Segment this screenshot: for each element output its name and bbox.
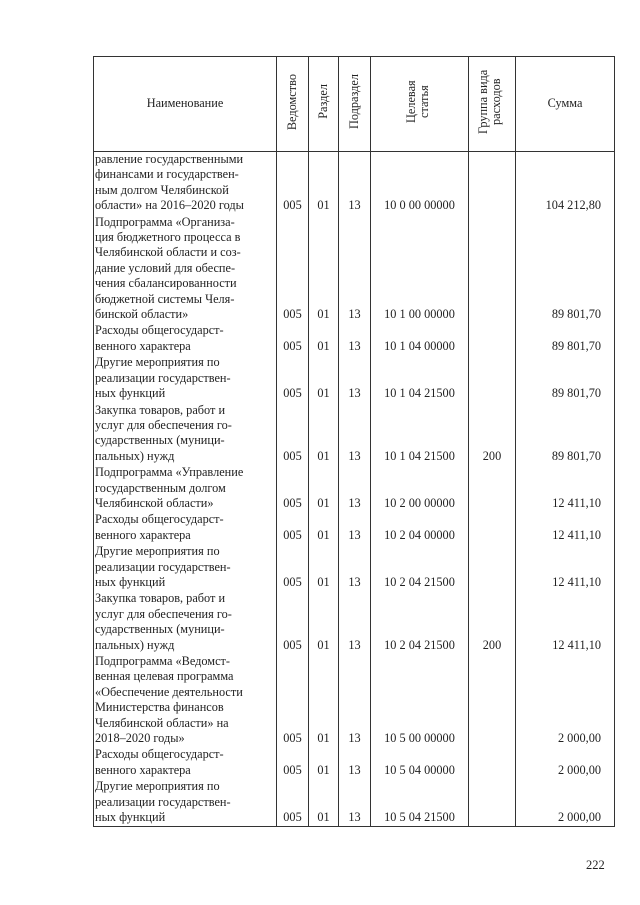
row-name-line: бюджетной системы Челя- <box>95 291 235 306</box>
row-target: 10 1 00 00000 <box>371 215 469 324</box>
row-name-line: Подпрограмма «Организа- <box>95 214 235 229</box>
row-name-line: Челябинской области» <box>95 495 214 510</box>
row-section: 01 <box>309 591 339 654</box>
row-sum: 12 411,10 <box>516 544 615 591</box>
row-sum: 2 000,00 <box>516 779 615 827</box>
row-name-line: ным долгом Челябинской <box>95 182 229 197</box>
row-name-line: области» на 2016–2020 годы <box>95 198 244 213</box>
row-name-line: Закупка товаров, работ и <box>95 402 226 417</box>
table-row <box>94 591 615 654</box>
table-body <box>94 152 615 827</box>
row-dept: 005 <box>277 465 309 512</box>
table-row <box>94 152 615 215</box>
row-name <box>94 152 277 215</box>
row-section: 01 <box>309 779 339 827</box>
row-subsection: 13 <box>339 355 371 402</box>
row-sum: 2 000,00 <box>516 654 615 747</box>
table-row <box>94 512 615 544</box>
row-target: 10 0 00 00000 <box>371 152 469 215</box>
row-name-line: реализации государствен- <box>95 794 231 809</box>
row-target: 10 2 04 00000 <box>371 512 469 544</box>
row-section: 01 <box>309 512 339 544</box>
row-name-line: 2018–2020 годы» <box>95 731 185 746</box>
row-section: 01 <box>309 355 339 402</box>
row-subsection: 13 <box>339 152 371 215</box>
row-section: 01 <box>309 215 339 324</box>
row-name <box>94 215 277 324</box>
row-sum: 89 801,70 <box>516 215 615 324</box>
row-section: 01 <box>309 544 339 591</box>
row-dept: 005 <box>277 323 309 355</box>
row-dept: 005 <box>277 355 309 402</box>
row-name-line: сударственных (муници- <box>95 433 225 448</box>
row-name-line: Челябинской области» на <box>95 715 229 730</box>
row-name-line: Расходы общегосударст- <box>95 323 224 338</box>
row-section: 01 <box>309 152 339 215</box>
table-row <box>94 779 615 827</box>
row-name-line: Расходы общегосударст- <box>95 512 224 527</box>
page-number: 222 <box>586 858 605 872</box>
header-name: Наименование <box>94 57 277 152</box>
row-target: 10 5 04 21500 <box>371 779 469 827</box>
row-section: 01 <box>309 403 339 466</box>
row-name-line: ных функций <box>95 810 166 825</box>
row-name-line: пальных) нужд <box>95 448 175 463</box>
row-subsection: 13 <box>339 544 371 591</box>
row-subsection: 13 <box>339 465 371 512</box>
row-sum: 12 411,10 <box>516 465 615 512</box>
row-name-line: венного характера <box>95 762 191 777</box>
row-name-line: Подпрограмма «Управление <box>95 465 244 480</box>
row-name <box>94 465 277 512</box>
row-subsection: 13 <box>339 215 371 324</box>
row-name <box>94 355 277 402</box>
row-name-line: сударственных (муници- <box>95 622 225 637</box>
row-group <box>469 747 516 779</box>
row-group <box>469 152 516 215</box>
row-subsection: 13 <box>339 779 371 827</box>
row-name-line: чения сбалансированности <box>95 276 237 291</box>
row-name <box>94 403 277 466</box>
row-name-line: равление государственными <box>95 152 244 166</box>
row-subsection: 13 <box>339 591 371 654</box>
row-name-line: дание условий для обеспе- <box>95 260 236 275</box>
row-sum: 104 212,80 <box>516 152 615 215</box>
row-sum: 89 801,70 <box>516 403 615 466</box>
row-subsection: 13 <box>339 512 371 544</box>
row-name-line: государственным долгом <box>95 480 226 495</box>
row-sum: 12 411,10 <box>516 512 615 544</box>
row-subsection: 13 <box>339 654 371 747</box>
row-target: 10 1 04 21500 <box>371 403 469 466</box>
row-name-line: Подпрограмма «Ведомст- <box>95 654 230 668</box>
row-name-line: Министерства финансов <box>95 700 224 715</box>
row-name <box>94 654 277 747</box>
row-group <box>469 215 516 324</box>
header-dept: Ведомство <box>277 57 309 152</box>
row-group <box>469 355 516 402</box>
row-group <box>469 323 516 355</box>
row-group: 200 <box>469 403 516 466</box>
row-dept: 005 <box>277 544 309 591</box>
row-section: 01 <box>309 323 339 355</box>
row-target: 10 5 00 00000 <box>371 654 469 747</box>
row-dept: 005 <box>277 403 309 466</box>
row-name <box>94 512 277 544</box>
row-target: 10 5 04 00000 <box>371 747 469 779</box>
row-name-line: услуг для обеспечения го- <box>95 417 232 432</box>
row-target: 10 2 00 00000 <box>371 465 469 512</box>
row-target: 10 2 04 21500 <box>371 544 469 591</box>
row-dept: 005 <box>277 215 309 324</box>
row-name-line: финансами и государствен- <box>95 167 239 182</box>
row-name-line: Расходы общегосударст- <box>95 747 224 762</box>
row-subsection: 13 <box>339 747 371 779</box>
row-name-line: венного характера <box>95 527 191 542</box>
row-dept: 005 <box>277 591 309 654</box>
row-target: 10 1 04 21500 <box>371 355 469 402</box>
row-name <box>94 779 277 827</box>
row-sum: 2 000,00 <box>516 747 615 779</box>
header-sum: Сумма <box>516 57 615 152</box>
row-group <box>469 544 516 591</box>
table-row <box>94 323 615 355</box>
row-name-line: Челябинской области и соз- <box>95 245 241 260</box>
table-header <box>94 57 615 152</box>
row-dept: 005 <box>277 152 309 215</box>
row-group <box>469 465 516 512</box>
row-name <box>94 591 277 654</box>
header-target: Целевая статья <box>371 57 469 152</box>
row-section: 01 <box>309 747 339 779</box>
row-target: 10 2 04 21500 <box>371 591 469 654</box>
row-subsection: 13 <box>339 403 371 466</box>
table-row <box>94 403 615 466</box>
row-sum: 89 801,70 <box>516 323 615 355</box>
row-dept: 005 <box>277 747 309 779</box>
budget-table <box>93 56 615 827</box>
header-section: Раздел <box>309 57 339 152</box>
row-name-line: реализации государствен- <box>95 559 231 574</box>
row-section: 01 <box>309 465 339 512</box>
row-name-line: Другие мероприятия по <box>95 544 220 559</box>
row-name <box>94 323 277 355</box>
row-group <box>469 779 516 827</box>
row-dept: 005 <box>277 779 309 827</box>
row-name-line: Другие мероприятия по <box>95 779 220 794</box>
row-name-line: венного характера <box>95 338 191 353</box>
header-group: Группа вида расходов <box>469 57 516 152</box>
table-row <box>94 215 615 324</box>
row-name-line: реализации государствен- <box>95 370 231 385</box>
row-group <box>469 512 516 544</box>
row-name <box>94 747 277 779</box>
row-name-line: Закупка товаров, работ и <box>95 591 226 606</box>
row-name-line: ных функций <box>95 386 166 401</box>
row-name-line: бинской области» <box>95 307 189 322</box>
row-sum: 12 411,10 <box>516 591 615 654</box>
row-name-line: пальных) нужд <box>95 637 175 652</box>
row-dept: 005 <box>277 512 309 544</box>
row-name-line: ных функций <box>95 574 166 589</box>
row-dept: 005 <box>277 654 309 747</box>
row-section: 01 <box>309 654 339 747</box>
row-name-line: Другие мероприятия по <box>95 355 220 370</box>
row-group: 200 <box>469 591 516 654</box>
row-name <box>94 544 277 591</box>
header-subsection: Подраздел <box>339 57 371 152</box>
row-target: 10 1 04 00000 <box>371 323 469 355</box>
row-name-line: венная целевая программа <box>95 669 234 684</box>
table-row <box>94 747 615 779</box>
table-row <box>94 465 615 512</box>
row-sum: 89 801,70 <box>516 355 615 402</box>
row-name-line: «Обеспечение деятельности <box>95 684 243 699</box>
row-name-line: услуг для обеспечения го- <box>95 606 232 621</box>
table-row <box>94 355 615 402</box>
table-row <box>94 544 615 591</box>
table-row <box>94 654 615 747</box>
row-group <box>469 654 516 747</box>
row-name-line: ция бюджетного процесса в <box>95 230 241 245</box>
row-subsection: 13 <box>339 323 371 355</box>
